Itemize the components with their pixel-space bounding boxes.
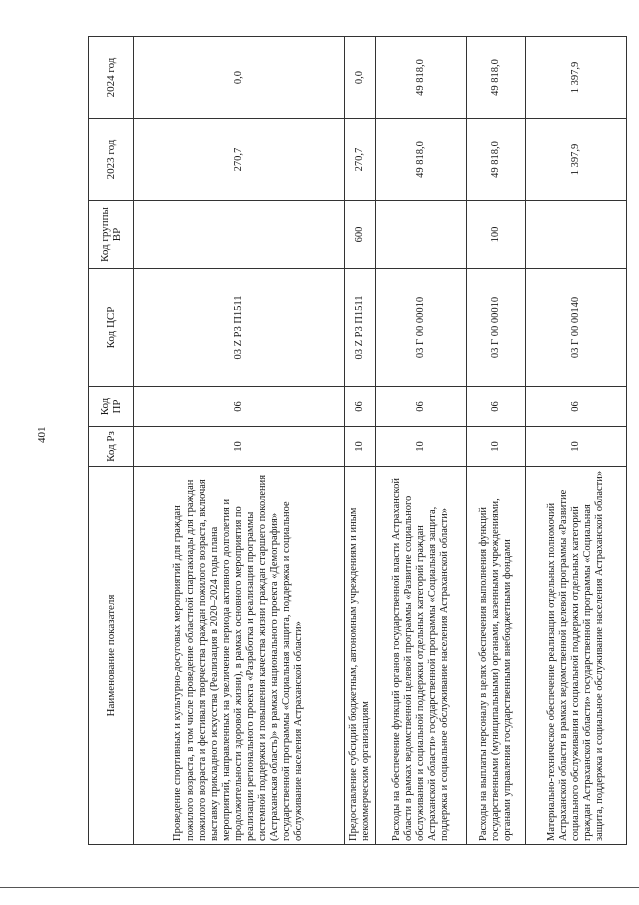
header-rz: Код Рз bbox=[89, 427, 134, 467]
row-2023: 49 818,0 bbox=[376, 119, 467, 201]
row-rz: 10 bbox=[134, 427, 345, 467]
row-rz: 10 bbox=[526, 427, 627, 467]
row-csr: 03 Г 00 00010 bbox=[467, 269, 526, 387]
row-pr: 06 bbox=[345, 387, 376, 427]
row-rz: 10 bbox=[376, 427, 467, 467]
row-2024: 0,0 bbox=[345, 37, 376, 119]
footer-rule bbox=[0, 887, 639, 888]
row-name: Расходы на обеспечение функций органов государственной власти Астраханской области в рамках ведомственной целевой программы «Развитие социального обслуживания и социальной поддержки отдельных категорий граждан Астраханской области» государственной программы «Социальная защита, поддержка и социальное обслуживание населения Астраханской области» bbox=[376, 467, 467, 845]
table-row bbox=[345, 37, 376, 845]
row-name: Проведение спортивных и культурно-досуговых мероприятий для граждан пожилого возраста, в том числе проведение областной спартакиады для граждан пожилого возраста и фестиваля творчества граждан пожилого возраста, включая выставку прикладного искусства (Реализация в 2020–2024 годы плана мероприятий, направленных на увеличение периода активного долголетия и продолжительности здоровой жизни), в рамках основного мероприятия по реализации регионального проекта «Разработка и реализация программы системной поддержки и повышения качества жизни граждан старшего поколения (Астраханская область)» в рамках национального проекта «Демография» государственной программы «Социальная защита, поддержка и социальное обслуживание населения Астраханской области» bbox=[134, 467, 345, 845]
header-row bbox=[89, 37, 134, 845]
row-name: Предоставление субсидий бюджетным, автономным учреждениям и иным некоммерческим организациям bbox=[345, 467, 376, 845]
row-pr: 06 bbox=[376, 387, 467, 427]
row-pr: 06 bbox=[526, 387, 627, 427]
row-csr: 03 Z P3 П1511 bbox=[134, 269, 345, 387]
row-2024: 0,0 bbox=[134, 37, 345, 119]
row-2023: 1 397,9 bbox=[526, 119, 627, 201]
row-2024: 1 397,9 bbox=[526, 37, 627, 119]
budget-table bbox=[88, 36, 627, 845]
row-csr: 03 Г 00 00010 bbox=[376, 269, 467, 387]
table-row bbox=[376, 37, 467, 845]
row-vr bbox=[134, 201, 345, 269]
row-vr bbox=[526, 201, 627, 269]
table-row bbox=[467, 37, 526, 845]
row-name: Материально-техническое обеспечение реализации отдельных полномочий Астраханской области в рамках ведомственной целевой программы «Развитие социального обслуживания и социальной поддержки отдельных категорий граждан Астраханской области» государственной программы «Социальная защита, поддержка и социальное обслуживание населения Астраханской области» bbox=[526, 467, 627, 845]
row-name: Расходы на выплаты персоналу в целях обеспечения выполнения функций государственными (муниципальными) органами, казенными учреждениями, органами управления государственными внебюджетными фондами bbox=[467, 467, 526, 845]
table-row bbox=[526, 37, 627, 845]
row-2023: 270,7 bbox=[134, 119, 345, 201]
row-csr: 03 Z P3 П1511 bbox=[345, 269, 376, 387]
row-rz: 10 bbox=[345, 427, 376, 467]
row-2024: 49 818,0 bbox=[376, 37, 467, 119]
header-vr: Код группы ВР bbox=[89, 201, 134, 269]
row-csr: 03 Г 00 00140 bbox=[526, 269, 627, 387]
row-rz: 10 bbox=[467, 427, 526, 467]
header-2024: 2024 год bbox=[89, 37, 134, 119]
page-number: 401 bbox=[36, 426, 48, 443]
header-pr: Код ПР bbox=[89, 387, 134, 427]
row-pr: 06 bbox=[467, 387, 526, 427]
header-csr: Код ЦСР bbox=[89, 269, 134, 387]
rotated-table-container bbox=[88, 37, 626, 845]
header-2023: 2023 год bbox=[89, 119, 134, 201]
row-2023: 270,7 bbox=[345, 119, 376, 201]
row-2024: 49 818,0 bbox=[467, 37, 526, 119]
table-row bbox=[134, 37, 345, 845]
row-vr bbox=[376, 201, 467, 269]
row-vr: 600 bbox=[345, 201, 376, 269]
row-vr: 100 bbox=[467, 201, 526, 269]
row-2023: 49 818,0 bbox=[467, 119, 526, 201]
header-name: Наименование показателя bbox=[89, 467, 134, 845]
row-pr: 06 bbox=[134, 387, 345, 427]
